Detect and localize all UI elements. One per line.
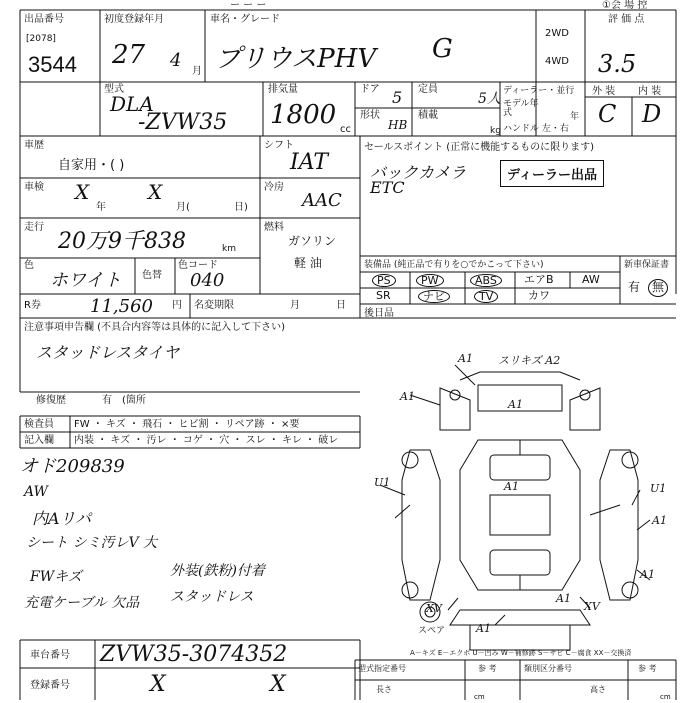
registration-mark-2: X bbox=[270, 672, 286, 697]
interior-label: 内 装 bbox=[638, 86, 662, 97]
aircon-value: AAC bbox=[302, 190, 342, 211]
inspection-year: X bbox=[75, 180, 90, 204]
notes-label: 注意事項申告欄 (不具合内容等は具体的に記入して下さい) bbox=[24, 322, 285, 333]
warranty-yes: 有 bbox=[628, 280, 641, 294]
score-label: 評 価 点 bbox=[608, 14, 645, 25]
usage-value: 自家用・( ) bbox=[58, 158, 125, 173]
equipment-item-r1-1: PW bbox=[416, 274, 444, 287]
shape-label: 形状 bbox=[360, 110, 380, 121]
sales-point-1: バックカメラ bbox=[370, 163, 467, 182]
inspector-note-1: AW bbox=[24, 484, 48, 500]
displacement-label: 排気量 bbox=[268, 84, 298, 95]
legend-box1-sub: 参 考 bbox=[478, 664, 497, 673]
recycle-unit: 円 bbox=[172, 300, 182, 311]
fuel-label: 燃料 bbox=[264, 222, 284, 233]
inspection-year-unit: 年 bbox=[96, 202, 106, 213]
equipment-item-r1-4: AW bbox=[582, 273, 600, 286]
inspector-note-3: シート シミ汚レV 大 bbox=[26, 535, 158, 551]
registration-mark-1: X bbox=[150, 672, 166, 697]
door-value: 5 bbox=[392, 88, 403, 107]
diagram-mark-7: A1 bbox=[652, 514, 667, 527]
dealer-badge: ディーラー出品 bbox=[500, 160, 604, 187]
door-label: ドア bbox=[360, 84, 380, 95]
fuel-gasoline: ガソリン bbox=[288, 234, 337, 248]
chassis-label: 車台番号 bbox=[30, 650, 70, 661]
inspection-month: X bbox=[148, 180, 163, 204]
color-code-label: 色コード bbox=[178, 260, 218, 271]
legend-codes: A－キズ E－エクボ U－凹み W－補修跡 S－サビ C－腐食 XX－交換済 bbox=[410, 649, 632, 657]
legend-box2-sub: 参 考 bbox=[638, 664, 657, 673]
repair-yes: 有 bbox=[102, 395, 112, 406]
mileage-value: 20万9千838 bbox=[58, 229, 186, 254]
drive-2wd: 2WD bbox=[545, 28, 569, 39]
first-registration-year: 27 bbox=[112, 40, 146, 70]
venue-label: ①会 場 控 bbox=[602, 0, 648, 11]
legend-height-label: 高さ bbox=[590, 685, 606, 694]
inspection-label: 車検 bbox=[24, 182, 44, 193]
diagram-mark-1: スリキズ A2 bbox=[498, 354, 561, 367]
inspector-label-1: 検査員 bbox=[24, 419, 54, 430]
color-value: ホワイト bbox=[50, 270, 122, 291]
name-change-month: 月 bbox=[290, 300, 300, 311]
aftermarket-label: 後日品 bbox=[364, 308, 394, 319]
diagram-mark-11: A1 bbox=[476, 622, 491, 635]
lot-number: 3544 bbox=[28, 52, 77, 77]
diagram-mark-0: A1 bbox=[458, 352, 473, 365]
mileage-label: 走行 bbox=[24, 222, 44, 233]
inspector-note-5: 充電ケーブル 欠品 bbox=[24, 595, 140, 611]
aircon-label: 冷房 bbox=[264, 182, 284, 193]
model-line2: -ZVW35 bbox=[138, 110, 228, 135]
warranty-no: 無 bbox=[652, 280, 665, 294]
name-change-day: 日 bbox=[336, 300, 346, 311]
vehicle-name: プリウスPHV bbox=[215, 44, 377, 74]
equipment-item-r2-0: SR bbox=[376, 289, 391, 302]
diagram-mark-9: XV bbox=[426, 602, 442, 615]
exterior-label: 外 装 bbox=[592, 86, 616, 97]
first-registration-label: 初度登録年月 bbox=[104, 14, 164, 25]
capacity-value: 5人 bbox=[478, 91, 501, 107]
chassis-value: ZVW35-3074352 bbox=[100, 642, 288, 667]
name-grade-label: 車名・グレード bbox=[210, 14, 280, 25]
legend-cm-2: cm bbox=[660, 693, 671, 701]
equipment-item-r1-3: エアB bbox=[524, 273, 554, 286]
registration-label: 登録番号 bbox=[30, 680, 70, 691]
equipment-item-r2-1: ナビ bbox=[418, 290, 450, 303]
color-code-value: 040 bbox=[190, 270, 225, 291]
diagram-mark-4: U1 bbox=[374, 476, 391, 489]
recycle-label: R券 bbox=[24, 300, 41, 311]
mileage-unit: km bbox=[222, 244, 236, 254]
usage-label: 車歴 bbox=[24, 140, 44, 151]
inspector-note-4: FWキズ bbox=[30, 569, 82, 585]
fuel-diesel: 軽 油 bbox=[294, 256, 322, 270]
sales-point-2: ETC bbox=[370, 178, 405, 197]
displacement-value: 1800 bbox=[270, 100, 337, 130]
interior-score: D bbox=[642, 100, 662, 128]
shift-label: シフト bbox=[264, 140, 294, 151]
lot-label: 出品番号 bbox=[24, 14, 64, 25]
model-year-unit: 年 bbox=[570, 112, 580, 122]
dealer-label: ディーラー・並行 bbox=[503, 86, 575, 96]
spare-label: スペア bbox=[418, 626, 446, 636]
inspector-codes-1: FW ・ キズ ・ 飛石 ・ ヒビ割 ・ リペア跡 ・ ×要 bbox=[74, 419, 300, 430]
repair-label: 修復歴 bbox=[36, 395, 66, 406]
inspection-day-unit: 日) bbox=[234, 202, 248, 213]
shift-value: IAT bbox=[290, 150, 329, 175]
inspector-note-0: オド209839 bbox=[20, 456, 125, 477]
model-year-label: モデル年式 bbox=[503, 99, 539, 118]
load-unit: kg bbox=[490, 126, 501, 136]
name-change-label: 名変期限 bbox=[194, 300, 234, 311]
displacement-unit: cc bbox=[340, 124, 351, 135]
inspector-codes-2: 内装 ・ キズ ・ 汚レ ・ コゲ ・ 穴 ・ スレ ・ キレ ・ 破レ bbox=[74, 435, 339, 446]
notes-value: スタッドレスタイヤ bbox=[36, 343, 180, 362]
diagram-mark-8: A1 bbox=[640, 568, 655, 581]
inspector-note-7: スタッドレス bbox=[170, 589, 254, 605]
recycle-value: 11,560 bbox=[90, 296, 153, 317]
equipment-item-r1-0: PS bbox=[372, 274, 396, 287]
vehicle-grade: G bbox=[432, 34, 453, 64]
warranty-no-circle bbox=[648, 279, 668, 297]
equipment-item-r1-2: ABS bbox=[470, 274, 502, 287]
shape-value: HB bbox=[388, 118, 408, 132]
legend-cm-1: cm bbox=[474, 693, 485, 701]
month-unit: 月 bbox=[192, 66, 202, 77]
inspector-note-6: 外装(鉄粉)付着 bbox=[170, 563, 265, 579]
equipment-label: 装備品 (純正品で有りを○でかこって下さい) bbox=[364, 260, 544, 270]
drive-4wd: 4WD bbox=[545, 56, 569, 67]
sales-points-label: セールスポイント (正常に機能するものに限ります) bbox=[364, 142, 595, 153]
lot-sub-number: [2078] bbox=[26, 34, 56, 44]
first-registration-month: 4 bbox=[170, 50, 182, 71]
model-label: 型式 bbox=[104, 84, 124, 95]
inspector-label-2: 記入欄 bbox=[24, 435, 54, 446]
diagram-mark-6: U1 bbox=[650, 482, 667, 495]
capacity-label: 定員 bbox=[418, 84, 438, 95]
legend-box1-label: 型式指定番号 bbox=[358, 664, 406, 673]
legend-length-label: 長さ bbox=[376, 685, 392, 694]
exterior-score: C bbox=[598, 100, 617, 128]
color-change-label: 色替 bbox=[142, 270, 162, 281]
diagram-mark-12: A1 bbox=[556, 592, 571, 605]
equipment-item-r2-3: カワ bbox=[528, 289, 550, 302]
diagram-mark-5: A1 bbox=[504, 480, 519, 493]
equipment-item-r2-2: TV bbox=[474, 290, 498, 303]
model-line1: DLA bbox=[110, 92, 154, 116]
repair-place: (箇所 bbox=[122, 395, 146, 406]
legend-box2-label: 類別区分番号 bbox=[524, 664, 572, 673]
diagram-mark-3: A1 bbox=[508, 398, 523, 411]
load-label: 積載 bbox=[418, 110, 438, 121]
warranty-label: 新車保証書 bbox=[624, 260, 670, 270]
title-partial: ー ー ー bbox=[230, 0, 267, 11]
score-value: 3.5 bbox=[598, 50, 637, 78]
handle-label: ハンドル 左・右 bbox=[503, 124, 569, 134]
inspection-month-unit: 月( bbox=[176, 202, 190, 213]
diagram-mark-10: XV bbox=[584, 600, 600, 613]
color-label: 色 bbox=[24, 260, 34, 271]
diagram-mark-2: A1 bbox=[400, 390, 415, 403]
inspector-note-2: 内Aリパ bbox=[32, 509, 92, 528]
